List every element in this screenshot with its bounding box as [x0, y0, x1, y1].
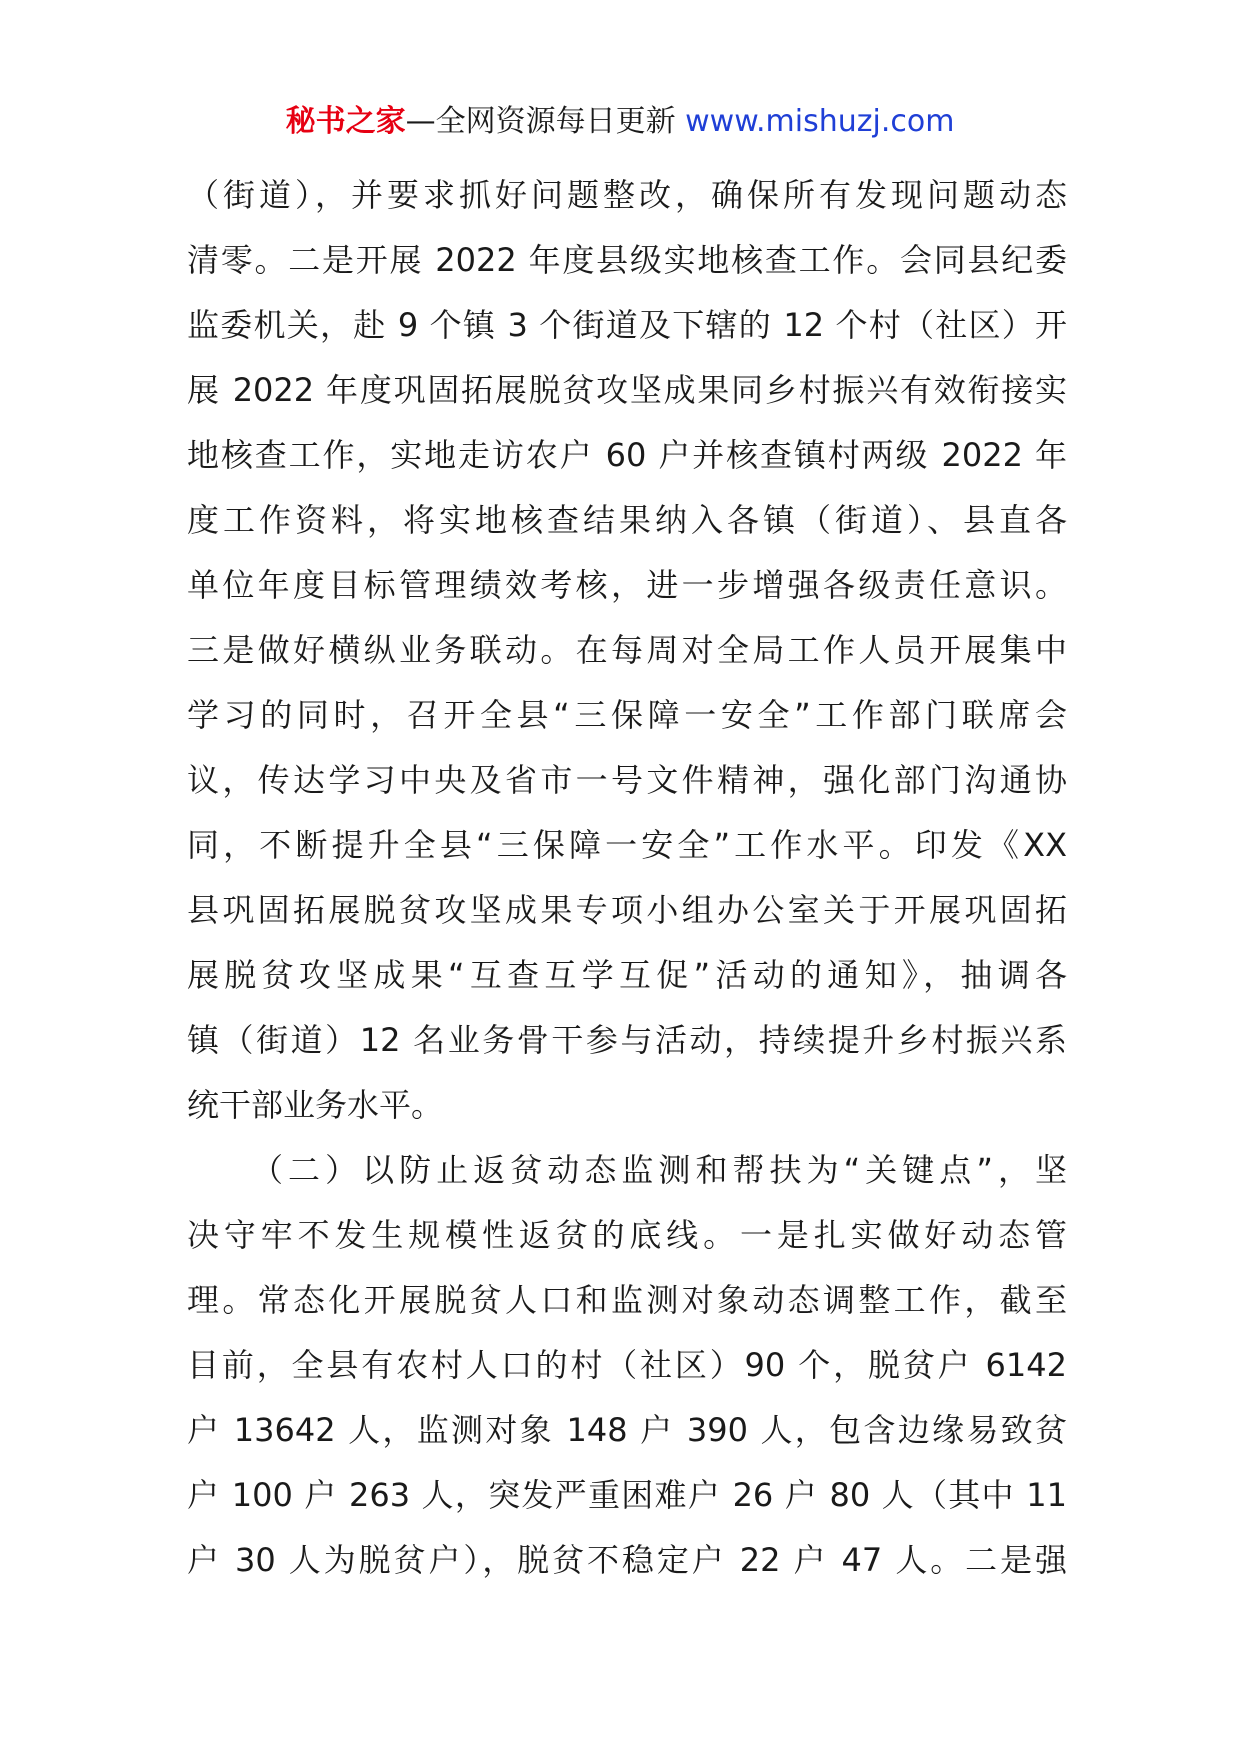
body-line: 目前，全县有农村人口的村（社区）90 个，脱贫户 6142 [187, 1346, 1067, 1384]
section-heading-line: （二）以防止返贫动态监测和帮扶为“关键点”，坚 [251, 1151, 1067, 1189]
body-line: 学习的同时，召开全县“三保障一安全”工作部门联席会 [187, 696, 1067, 734]
site-tagline: —全网资源每日更新 [405, 104, 686, 139]
body-line: （街道），并要求抓好问题整改，确保所有发现问题动态 [187, 176, 1067, 214]
body-line: 户 13642 人，监测对象 148 户 390 人，包含边缘易致贫 [187, 1411, 1067, 1449]
site-brand: 秘书之家 [285, 104, 406, 139]
body-line: 地核查工作，实地走访农户 60 户并核查镇村两级 2022 年 [187, 436, 1067, 474]
body-line: 清零。二是开展 2022 年度县级实地核查工作。会同县纪委 [187, 241, 1067, 279]
site-url[interactable]: www.mishuzj.com [685, 104, 955, 139]
body-line: 户 100 户 263 人，突发严重困难户 26 户 80 人（其中 11 [187, 1476, 1067, 1514]
body-line: 单位年度目标管理绩效考核，进一步增强各级责任意识。 [187, 566, 1067, 604]
body-line: 度工作资料，将实地核查结果纳入各镇（街道）、县直各 [187, 501, 1067, 539]
body-line: 镇（街道）12 名业务骨干参与活动，持续提升乡村振兴系 [187, 1021, 1067, 1059]
body-line: 统干部业务水平。 [187, 1086, 444, 1124]
body-line: 理。常态化开展脱贫人口和监测对象动态调整工作，截至 [187, 1281, 1067, 1319]
body-line: 展 2022 年度巩固拓展脱贫攻坚成果同乡村振兴有效衔接实 [187, 371, 1067, 409]
body-line: 户 30 人为脱贫户），脱贫不稳定户 22 户 47 人。二是强 [187, 1541, 1067, 1579]
body-line: 决守牢不发生规模性返贫的底线。一是扎实做好动态管 [187, 1216, 1067, 1254]
body-line: 议，传达学习中央及省市一号文件精神，强化部门沟通协 [187, 761, 1067, 799]
body-line: 监委机关，赴 9 个镇 3 个街道及下辖的 12 个村（社区）开 [187, 306, 1067, 344]
body-line: 同，不断提升全县“三保障一安全”工作水平。印发《XX [187, 826, 1067, 864]
body-line: 展脱贫攻坚成果“互查互学互促”活动的通知》，抽调各 [187, 956, 1067, 994]
document-body [187, 163, 1067, 1593]
body-line: 县巩固拓展脱贫攻坚成果专项小组办公室关于开展巩固拓 [187, 891, 1067, 929]
body-line: 三是做好横纵业务联动。在每周对全局工作人员开展集中 [187, 631, 1067, 669]
site-watermark-header [0, 102, 1240, 142]
